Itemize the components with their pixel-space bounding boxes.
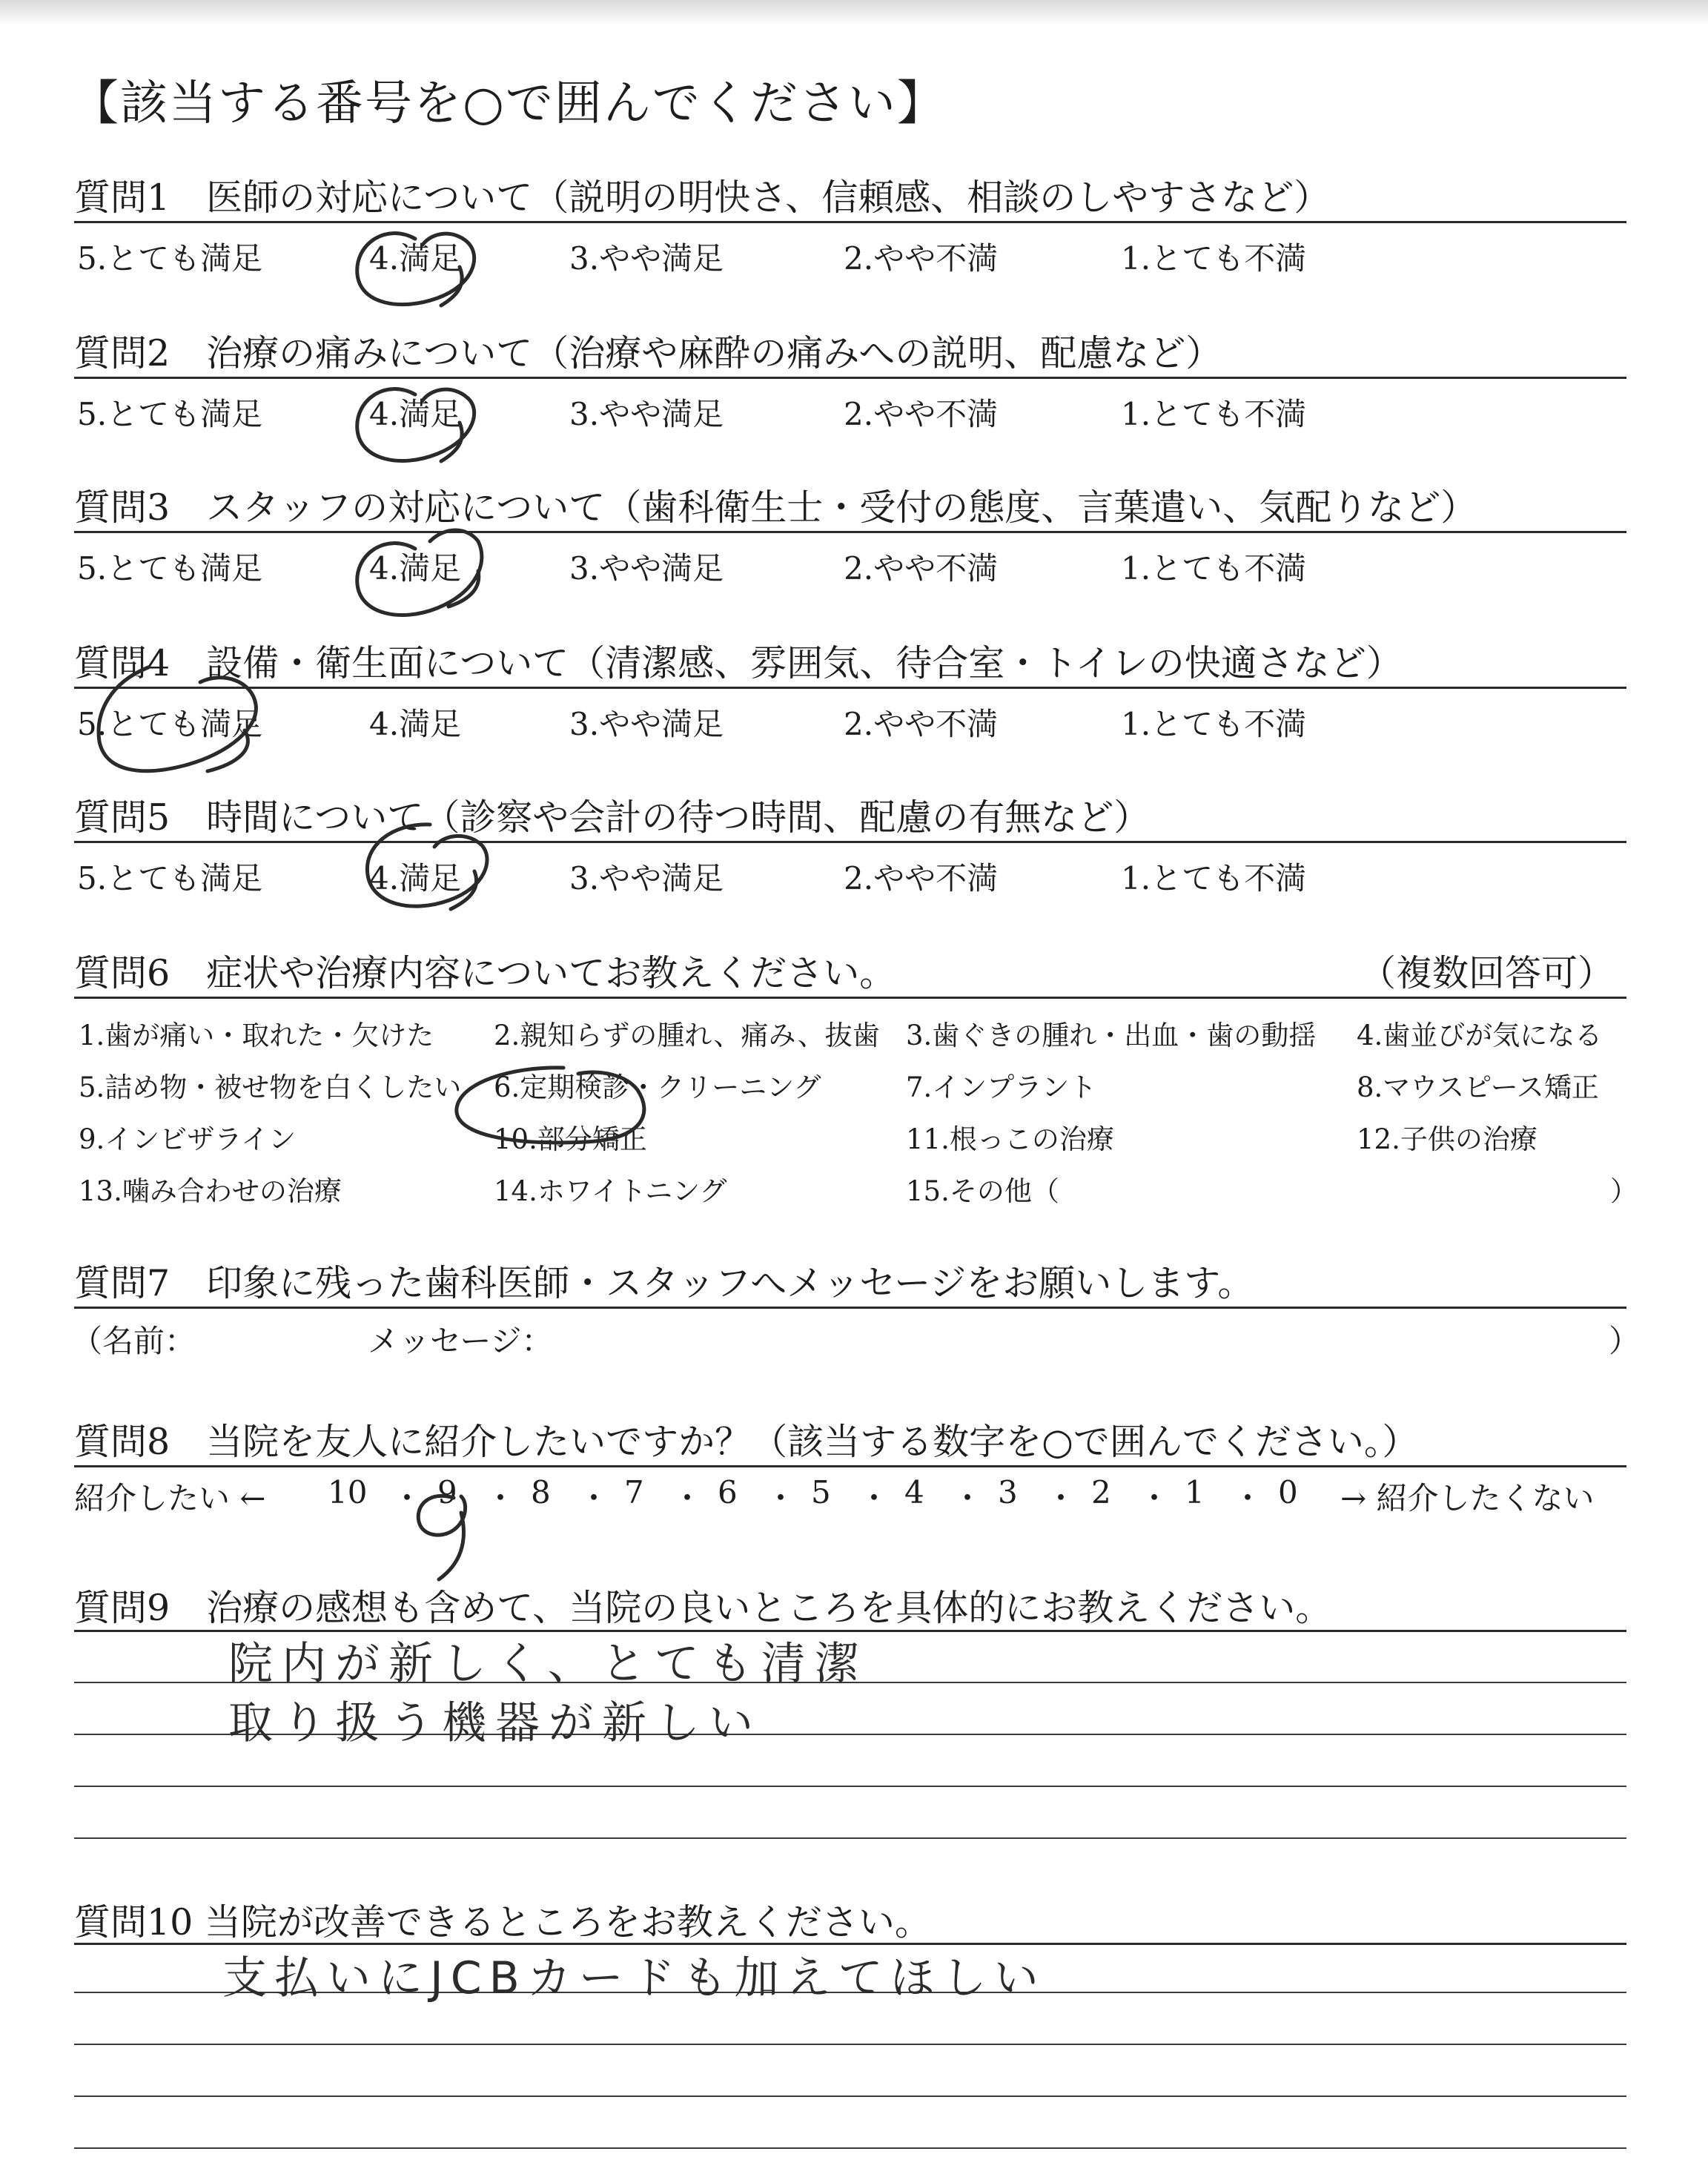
question-3-rule <box>74 531 1626 533</box>
question-9: 質問9 治療の感想も含めて、当院の良いところを具体的にお教えください。 <box>74 1587 1332 1629</box>
q1-option-4[interactable]: 4.満足 <box>369 240 462 277</box>
q6-item-1[interactable]: 1.歯が痛い・取れた・欠けた <box>79 1020 434 1051</box>
question-2: 質問2 治療の痛みについて（治療や麻酔の痛みへの説明、配慮など） <box>74 332 1222 374</box>
q6-item-7[interactable]: 7.インプラント <box>906 1071 1097 1103</box>
q7-message-label: メッセージ： <box>368 1323 553 1359</box>
q6-item-5[interactable]: 5.詰め物・被せ物を白くしたい <box>79 1071 462 1103</box>
q2-option-4[interactable]: 4.満足 <box>369 396 462 432</box>
q8-num-9[interactable]: 9 <box>437 1474 457 1510</box>
q5-option-4[interactable]: 4.満足 <box>369 860 462 896</box>
q5-option-3[interactable]: 3.やや満足 <box>569 860 724 896</box>
q6-item-8[interactable]: 8.マウスピース矯正 <box>1357 1071 1599 1103</box>
question-6: 質問6 症状や治療内容についてお教えください。 <box>74 952 896 994</box>
question-6-rule <box>74 997 1626 999</box>
q10-answer-line-1: 支払いにJCBカードも加えてほしい <box>222 1952 1046 2004</box>
q6-item-11[interactable]: 11.根っこの治療 <box>906 1123 1114 1155</box>
q6-item-15-close: ） <box>1610 1175 1638 1207</box>
q8-dot: ・ <box>1232 1480 1264 1516</box>
q4-option-1[interactable]: 1.とても不満 <box>1121 706 1307 742</box>
question-1-rule <box>74 221 1626 223</box>
q6-item-6[interactable]: 6.定期検診・クリーニング <box>494 1071 821 1103</box>
q8-dot: ・ <box>672 1480 704 1516</box>
q6-item-12[interactable]: 12.子供の治療 <box>1357 1123 1537 1155</box>
q8-dot: ・ <box>578 1480 610 1516</box>
q8-dot: ・ <box>391 1480 423 1516</box>
q8-dot: ・ <box>952 1480 984 1516</box>
q9-write-line-4 <box>74 1837 1626 1839</box>
question-5-rule <box>74 841 1626 843</box>
q3-option-5[interactable]: 5.とても満足 <box>77 550 263 587</box>
q8-num-3[interactable]: 3 <box>998 1474 1018 1510</box>
q8-num-7[interactable]: 7 <box>624 1474 644 1510</box>
q9-answer-line-1: 院内が新しく、とても清潔 <box>228 1638 868 1690</box>
q10-write-line-2 <box>74 2044 1626 2045</box>
q8-num-1[interactable]: 1 <box>1185 1474 1205 1510</box>
q4-option-3[interactable]: 3.やや満足 <box>569 706 724 742</box>
q10-write-line-4 <box>74 2147 1626 2149</box>
q6-item-15[interactable]: 15.その他（ <box>906 1175 1059 1207</box>
q4-option-5[interactable]: 5.とても満足 <box>77 706 263 742</box>
question-6-note: （複数回答可） <box>1360 952 1615 994</box>
q1-option-1[interactable]: 1.とても不満 <box>1121 240 1307 277</box>
question-2-rule <box>74 377 1626 379</box>
question-8-rule <box>74 1465 1626 1467</box>
q8-right-label: → 紹介したくない <box>1340 1480 1595 1516</box>
question-3: 質問3 スタッフの対応について（歯科衛生士・受付の態度、言葉遣い、気配りなど） <box>74 486 1477 529</box>
q4-option-2[interactable]: 2.やや不満 <box>844 706 999 742</box>
q6-item-10[interactable]: 10.部分矯正 <box>494 1123 647 1155</box>
q2-option-1[interactable]: 1.とても不満 <box>1121 396 1307 432</box>
q3-option-2[interactable]: 2.やや不満 <box>844 550 999 587</box>
q8-dot: ・ <box>1139 1480 1171 1516</box>
question-8: 質問8 当院を友人に紹介したいですか？（該当する数字を○で囲んでください。） <box>74 1421 1419 1463</box>
q8-num-10[interactable]: 10 <box>328 1474 368 1510</box>
q8-num-8[interactable]: 8 <box>531 1474 551 1510</box>
q5-option-5[interactable]: 5.とても満足 <box>77 860 263 896</box>
q6-item-2[interactable]: 2.親知らずの腫れ、痛み、抜歯 <box>494 1020 880 1051</box>
q3-option-4[interactable]: 4.満足 <box>369 550 462 587</box>
q3-option-1[interactable]: 1.とても不満 <box>1121 550 1307 587</box>
q10-write-line-3 <box>74 2095 1626 2097</box>
q8-num-0[interactable]: 0 <box>1278 1474 1298 1510</box>
q3-option-3[interactable]: 3.やや満足 <box>569 550 724 587</box>
q9-answer-line-2: 取り扱う機器が新しい <box>228 1697 762 1749</box>
q8-left-label: 紹介したい ← <box>74 1480 266 1516</box>
q1-option-5[interactable]: 5.とても満足 <box>77 240 263 277</box>
question-1: 質問1 医師の対応について（説明の明快さ、信頼感、相談のしやすさなど） <box>74 176 1331 219</box>
q1-option-2[interactable]: 2.やや不満 <box>844 240 999 277</box>
form-title: 【該当する番号を○で囲んでください】 <box>71 76 946 131</box>
question-7-rule <box>74 1307 1626 1309</box>
q8-num-2[interactable]: 2 <box>1091 1474 1111 1510</box>
question-10: 質問10 当院が改善できるところをお教えください。 <box>74 1901 931 1943</box>
q8-num-6[interactable]: 6 <box>718 1474 738 1510</box>
q2-option-3[interactable]: 3.やや満足 <box>569 396 724 432</box>
q7-name-label: （名前： <box>71 1323 196 1359</box>
q9-write-line-3 <box>74 1786 1626 1787</box>
q6-item-9[interactable]: 9.インビザライン <box>79 1123 297 1155</box>
q8-dot: ・ <box>858 1480 890 1516</box>
q6-item-3[interactable]: 3.歯ぐきの腫れ・出血・歯の動揺 <box>906 1020 1317 1051</box>
q7-close-paren: ） <box>1609 1323 1641 1359</box>
q5-option-1[interactable]: 1.とても不満 <box>1121 860 1307 896</box>
question-4: 質問4 設備・衛生面について（清潔感、雰囲気、待合室・トイレの快適さなど） <box>74 642 1403 684</box>
scan-top-edge <box>0 0 1708 25</box>
q1-option-3[interactable]: 3.やや満足 <box>569 240 724 277</box>
q6-item-14[interactable]: 14.ホワイトニング <box>494 1175 727 1207</box>
q8-dot: ・ <box>1045 1480 1077 1516</box>
q6-item-13[interactable]: 13.噛み合わせの治療 <box>79 1175 342 1207</box>
q6-item-4[interactable]: 4.歯並びが気になる <box>1357 1020 1603 1051</box>
q8-dot: ・ <box>765 1480 797 1516</box>
q8-dot: ・ <box>485 1480 517 1516</box>
question-7: 質問7 印象に残った歯科医師・スタッフへメッセージをお願いします。 <box>74 1262 1254 1304</box>
q2-option-5[interactable]: 5.とても満足 <box>77 396 263 432</box>
question-5: 質問5 時間について（診察や会計の待つ時間、配慮の有無など） <box>74 796 1151 839</box>
q4-option-4[interactable]: 4.満足 <box>369 706 462 742</box>
question-4-rule <box>74 687 1626 689</box>
q8-num-4[interactable]: 4 <box>904 1474 924 1510</box>
q5-option-2[interactable]: 2.やや不満 <box>844 860 999 896</box>
q2-option-2[interactable]: 2.やや不満 <box>844 396 999 432</box>
q8-num-5[interactable]: 5 <box>811 1474 831 1510</box>
